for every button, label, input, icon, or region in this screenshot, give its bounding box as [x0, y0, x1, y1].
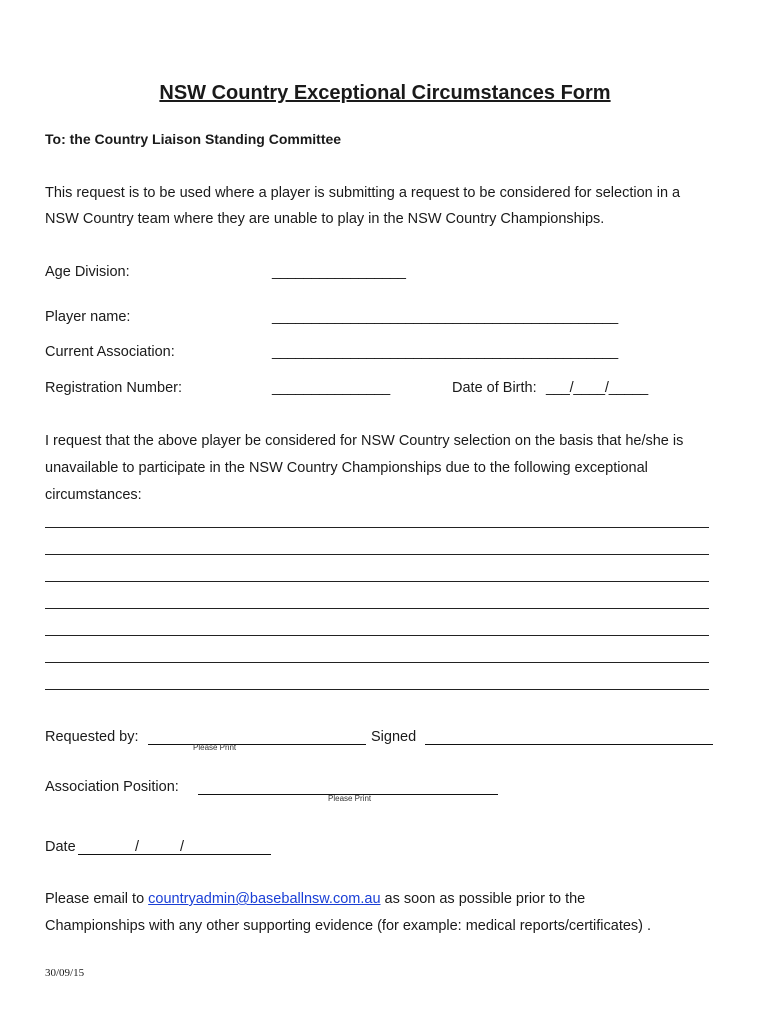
- circumstances-line[interactable]: [45, 689, 709, 690]
- date-of-birth-label: Date of Birth:: [452, 380, 537, 396]
- request-line-2: unavailable to participate in the NSW Country Championships due to the following exceptional: [45, 460, 648, 476]
- intro-line-1: This request is to be used where a player is submitting a request to be considered for selection in a: [45, 185, 681, 201]
- age-division-field[interactable]: _________________: [272, 264, 406, 280]
- email-instruction-line-1: [45, 886, 585, 913]
- date-of-birth-field[interactable]: ___/____/_____: [546, 380, 649, 396]
- signed-label: Signed: [371, 729, 417, 745]
- date-separator: /: [135, 839, 140, 855]
- circumstances-line[interactable]: [45, 635, 709, 636]
- current-association-label: Current Association:: [45, 344, 175, 360]
- email-instruction-line-2: Championships with any other supporting evidence (for example: medical reports/certificates) .: [45, 918, 652, 934]
- intro-line-2: NSW Country team where they are unable to play in the NSW Country Championships.: [45, 211, 605, 227]
- circumstances-line[interactable]: [45, 554, 709, 555]
- circumstances-line[interactable]: [45, 608, 709, 609]
- form-title: NSW Country Exceptional Circumstances Form: [159, 82, 611, 104]
- age-division-label: Age Division:: [45, 264, 130, 280]
- request-line-1: I request that the above player be considered for NSW Country selection on the basis that he/she is: [45, 433, 684, 449]
- requested-by-label: Requested by:: [45, 729, 139, 745]
- date-field[interactable]: [78, 854, 271, 855]
- current-association-field[interactable]: ____________________________________________: [272, 344, 619, 360]
- email-link[interactable]: countryadmin@baseballnsw.com.au: [148, 891, 381, 907]
- addressee: To: the Country Liaison Standing Committee: [45, 131, 342, 147]
- circumstances-line[interactable]: [45, 662, 709, 663]
- requested-by-field[interactable]: [148, 744, 366, 745]
- please-print-note: Please Print: [328, 794, 372, 803]
- please-print-note: Please Print: [193, 743, 237, 752]
- signature-field[interactable]: [425, 744, 713, 745]
- association-position-label: Association Position:: [45, 779, 179, 795]
- registration-number-field[interactable]: _______________: [272, 380, 390, 396]
- email-suffix: as soon as possible prior to the: [380, 891, 586, 907]
- circumstances-line[interactable]: [45, 527, 709, 528]
- player-name-label: Player name:: [45, 309, 131, 325]
- circumstances-line[interactable]: [45, 581, 709, 582]
- email-prefix: Please email to: [45, 891, 149, 907]
- date-label: Date: [45, 839, 76, 855]
- player-name-field[interactable]: ____________________________________________: [272, 309, 619, 325]
- date-separator: /: [180, 839, 185, 855]
- footer-date: 30/09/15: [45, 967, 85, 979]
- request-line-3: circumstances:: [45, 487, 142, 503]
- registration-number-label: Registration Number:: [45, 380, 182, 396]
